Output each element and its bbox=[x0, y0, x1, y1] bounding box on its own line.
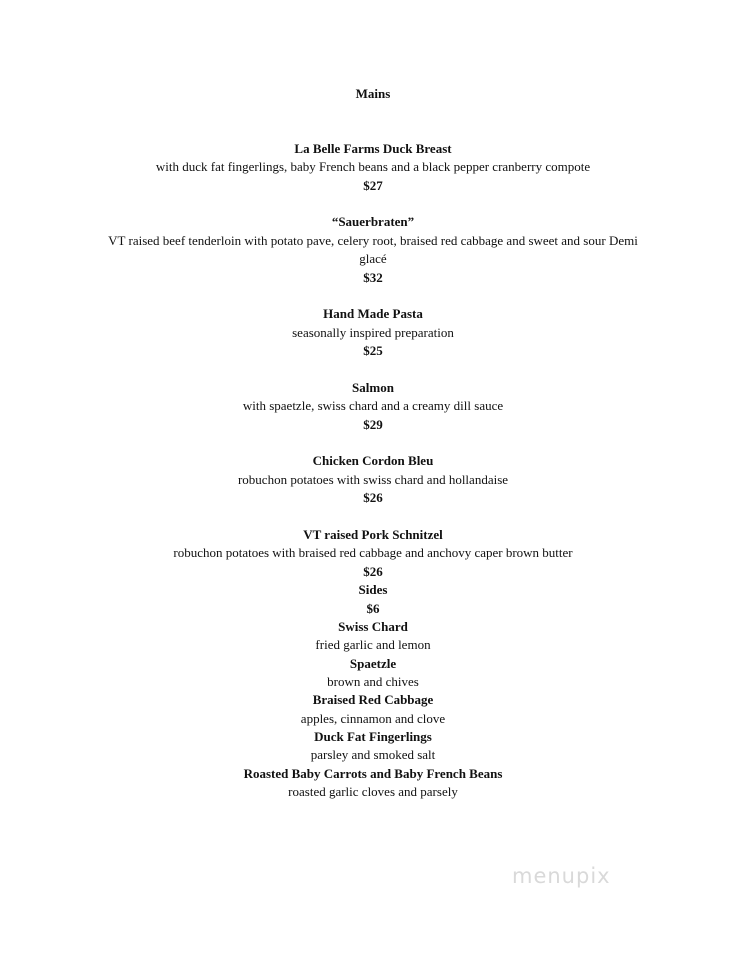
side-item-name: Swiss Chard bbox=[338, 619, 408, 634]
main-item-price: $25 bbox=[363, 343, 383, 358]
main-item-description: seasonally inspired preparation bbox=[292, 325, 454, 340]
sides-heading: Sides bbox=[358, 582, 388, 597]
main-item-description-cont: glacé bbox=[359, 251, 387, 266]
main-item-name: Chicken Cordon Bleu bbox=[312, 453, 434, 468]
side-item-description: fried garlic and lemon bbox=[315, 637, 431, 652]
side-item-description: parsley and smoked salt bbox=[310, 747, 436, 762]
main-item-name: VT raised Pork Schnitzel bbox=[303, 527, 443, 542]
sides-price: $6 bbox=[366, 601, 380, 616]
main-item-price: $26 bbox=[363, 490, 383, 505]
main-item-price: $26 bbox=[363, 564, 383, 579]
main-item-description: with spaetzle, swiss chard and a creamy dill sauce bbox=[242, 398, 504, 413]
side-item-description: apples, cinnamon and clove bbox=[300, 711, 446, 726]
main-item-price: $27 bbox=[363, 178, 383, 193]
main-item-name: La Belle Farms Duck Breast bbox=[294, 141, 452, 156]
main-item-name: Hand Made Pasta bbox=[323, 306, 423, 321]
side-item-name: Braised Red Cabbage bbox=[312, 692, 434, 707]
main-item-description: VT raised beef tenderloin with potato pave, celery root, braised red cabbage and sweet and sour Demi bbox=[108, 233, 638, 248]
main-item-price: $29 bbox=[363, 417, 383, 432]
main-item-description: robuchon potatoes with braised red cabbage and anchovy caper brown butter bbox=[173, 545, 573, 560]
main-item-description: with duck fat fingerlings, baby French beans and a black pepper cranberry compote bbox=[155, 159, 591, 174]
side-item-description: roasted garlic cloves and parsely bbox=[288, 784, 458, 799]
mains-heading: Mains bbox=[355, 86, 391, 101]
main-item-price: $32 bbox=[363, 270, 383, 285]
main-item-name: “Sauerbraten” bbox=[331, 214, 415, 229]
main-item-name: Salmon bbox=[352, 380, 394, 395]
menupix-watermark: menupix bbox=[512, 864, 611, 888]
side-item-name: Roasted Baby Carrots and Baby French Beans bbox=[243, 766, 503, 781]
main-item-description: robuchon potatoes with swiss chard and hollandaise bbox=[237, 472, 509, 487]
side-item-name: Duck Fat Fingerlings bbox=[314, 729, 432, 744]
side-item-name: Spaetzle bbox=[349, 656, 397, 671]
side-item-description: brown and chives bbox=[327, 674, 419, 689]
